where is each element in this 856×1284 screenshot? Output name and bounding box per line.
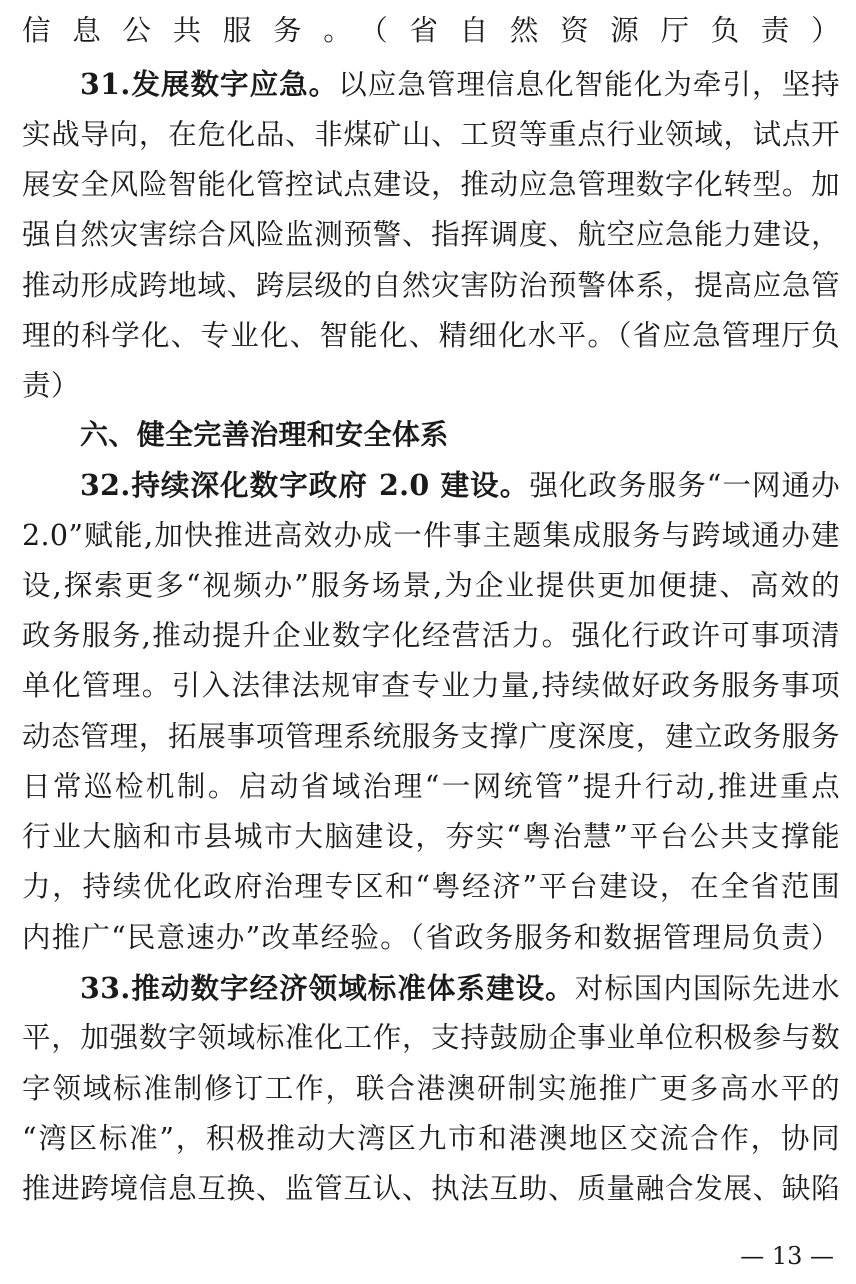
paragraph-line: 理的科学化、专业化、智能化、精细化水平。（省应急管理厅负: [22, 319, 840, 352]
page-number: — 13 —: [740, 1242, 834, 1270]
paragraph-line: [80, 62, 840, 106]
paragraph-line: 力，持续优化政府治理专区和“粤经济”平台建设，在全省范围: [22, 870, 840, 903]
paragraph-line: 展安全风险智能化管控试点建设，推动应急管理数字化转型。加: [22, 168, 840, 201]
paragraph-line: 设,探索更多“视频办”服务场景,为企业提供更加便捷、高效的: [22, 569, 840, 602]
paragraph-line: [80, 966, 840, 1010]
paragraph-line: 字领域标准制修订工作，联合港澳研制实施推广更多高水平的: [22, 1072, 840, 1105]
paragraph-line: 实战导向，在危化品、非煤矿山、工贸等重点行业领域，试点开: [22, 118, 840, 151]
paragraph-line: 平，加强数字领域标准化工作，支持鼓励企事业单位积极参与数: [22, 1021, 840, 1054]
paragraph-text: 以应急管理信息化智能化为牵引，坚持: [338, 68, 840, 101]
paragraph-text: 对标国内国际先进水: [574, 972, 840, 1005]
paragraph-line: 单化管理。引入法律法规审查专业力量,持续做好政务服务事项: [22, 669, 840, 702]
chapter-heading: 六、健全完善治理和安全体系: [80, 418, 449, 451]
paragraph-line: 动态管理，拓展事项管理系统服务支撑广度深度，建立政务服务: [22, 720, 840, 753]
section-heading-31: 31.发展数字应急。: [80, 67, 339, 101]
paragraph-line: 行业大脑和市县城市大脑建设，夯实“粤治慧”平台公共支撑能: [22, 820, 840, 853]
paragraph-line: 2.0”赋能,加快推进高效办成一件事主题集成服务与跨域通办建: [22, 519, 840, 552]
paragraph-line: 内推广“民意速办”改革经验。（省政务服务和数据管理局负责）: [22, 921, 840, 954]
section-heading-32: 32.持续深化数字政府 2.0 建设。: [80, 468, 530, 502]
paragraph-line: 推动形成跨地域、跨层级的自然灾害防治预警体系，提高应急管: [22, 269, 840, 302]
paragraph-line: “湾区标准”，积极推动大湾区九市和港澳地区交流合作，协同: [22, 1122, 840, 1155]
paragraph-line: 日常巡检机制。启动省域治理“一网统管”提升行动,推进重点: [22, 770, 840, 803]
paragraph-line: 强自然灾害综合风险监测预警、指挥调度、航空应急能力建设，: [22, 218, 840, 251]
paragraph-line: 政务服务,推动提升企业数字化经营活力。强化行政许可事项清: [22, 619, 840, 652]
paragraph-line: 推进跨境信息互换、监管互认、执法互助、质量融合发展、缺陷: [22, 1172, 840, 1205]
paragraph-line: 责）: [22, 369, 80, 402]
paragraph-text: 强化政务服务“一网通办: [529, 469, 840, 502]
paragraph-line: 信息公共服务。（省自然资源厅负责）: [22, 14, 840, 47]
paragraph-line: [80, 463, 840, 507]
section-heading-33: 33.推动数字经济领域标准体系建设。: [80, 971, 575, 1005]
